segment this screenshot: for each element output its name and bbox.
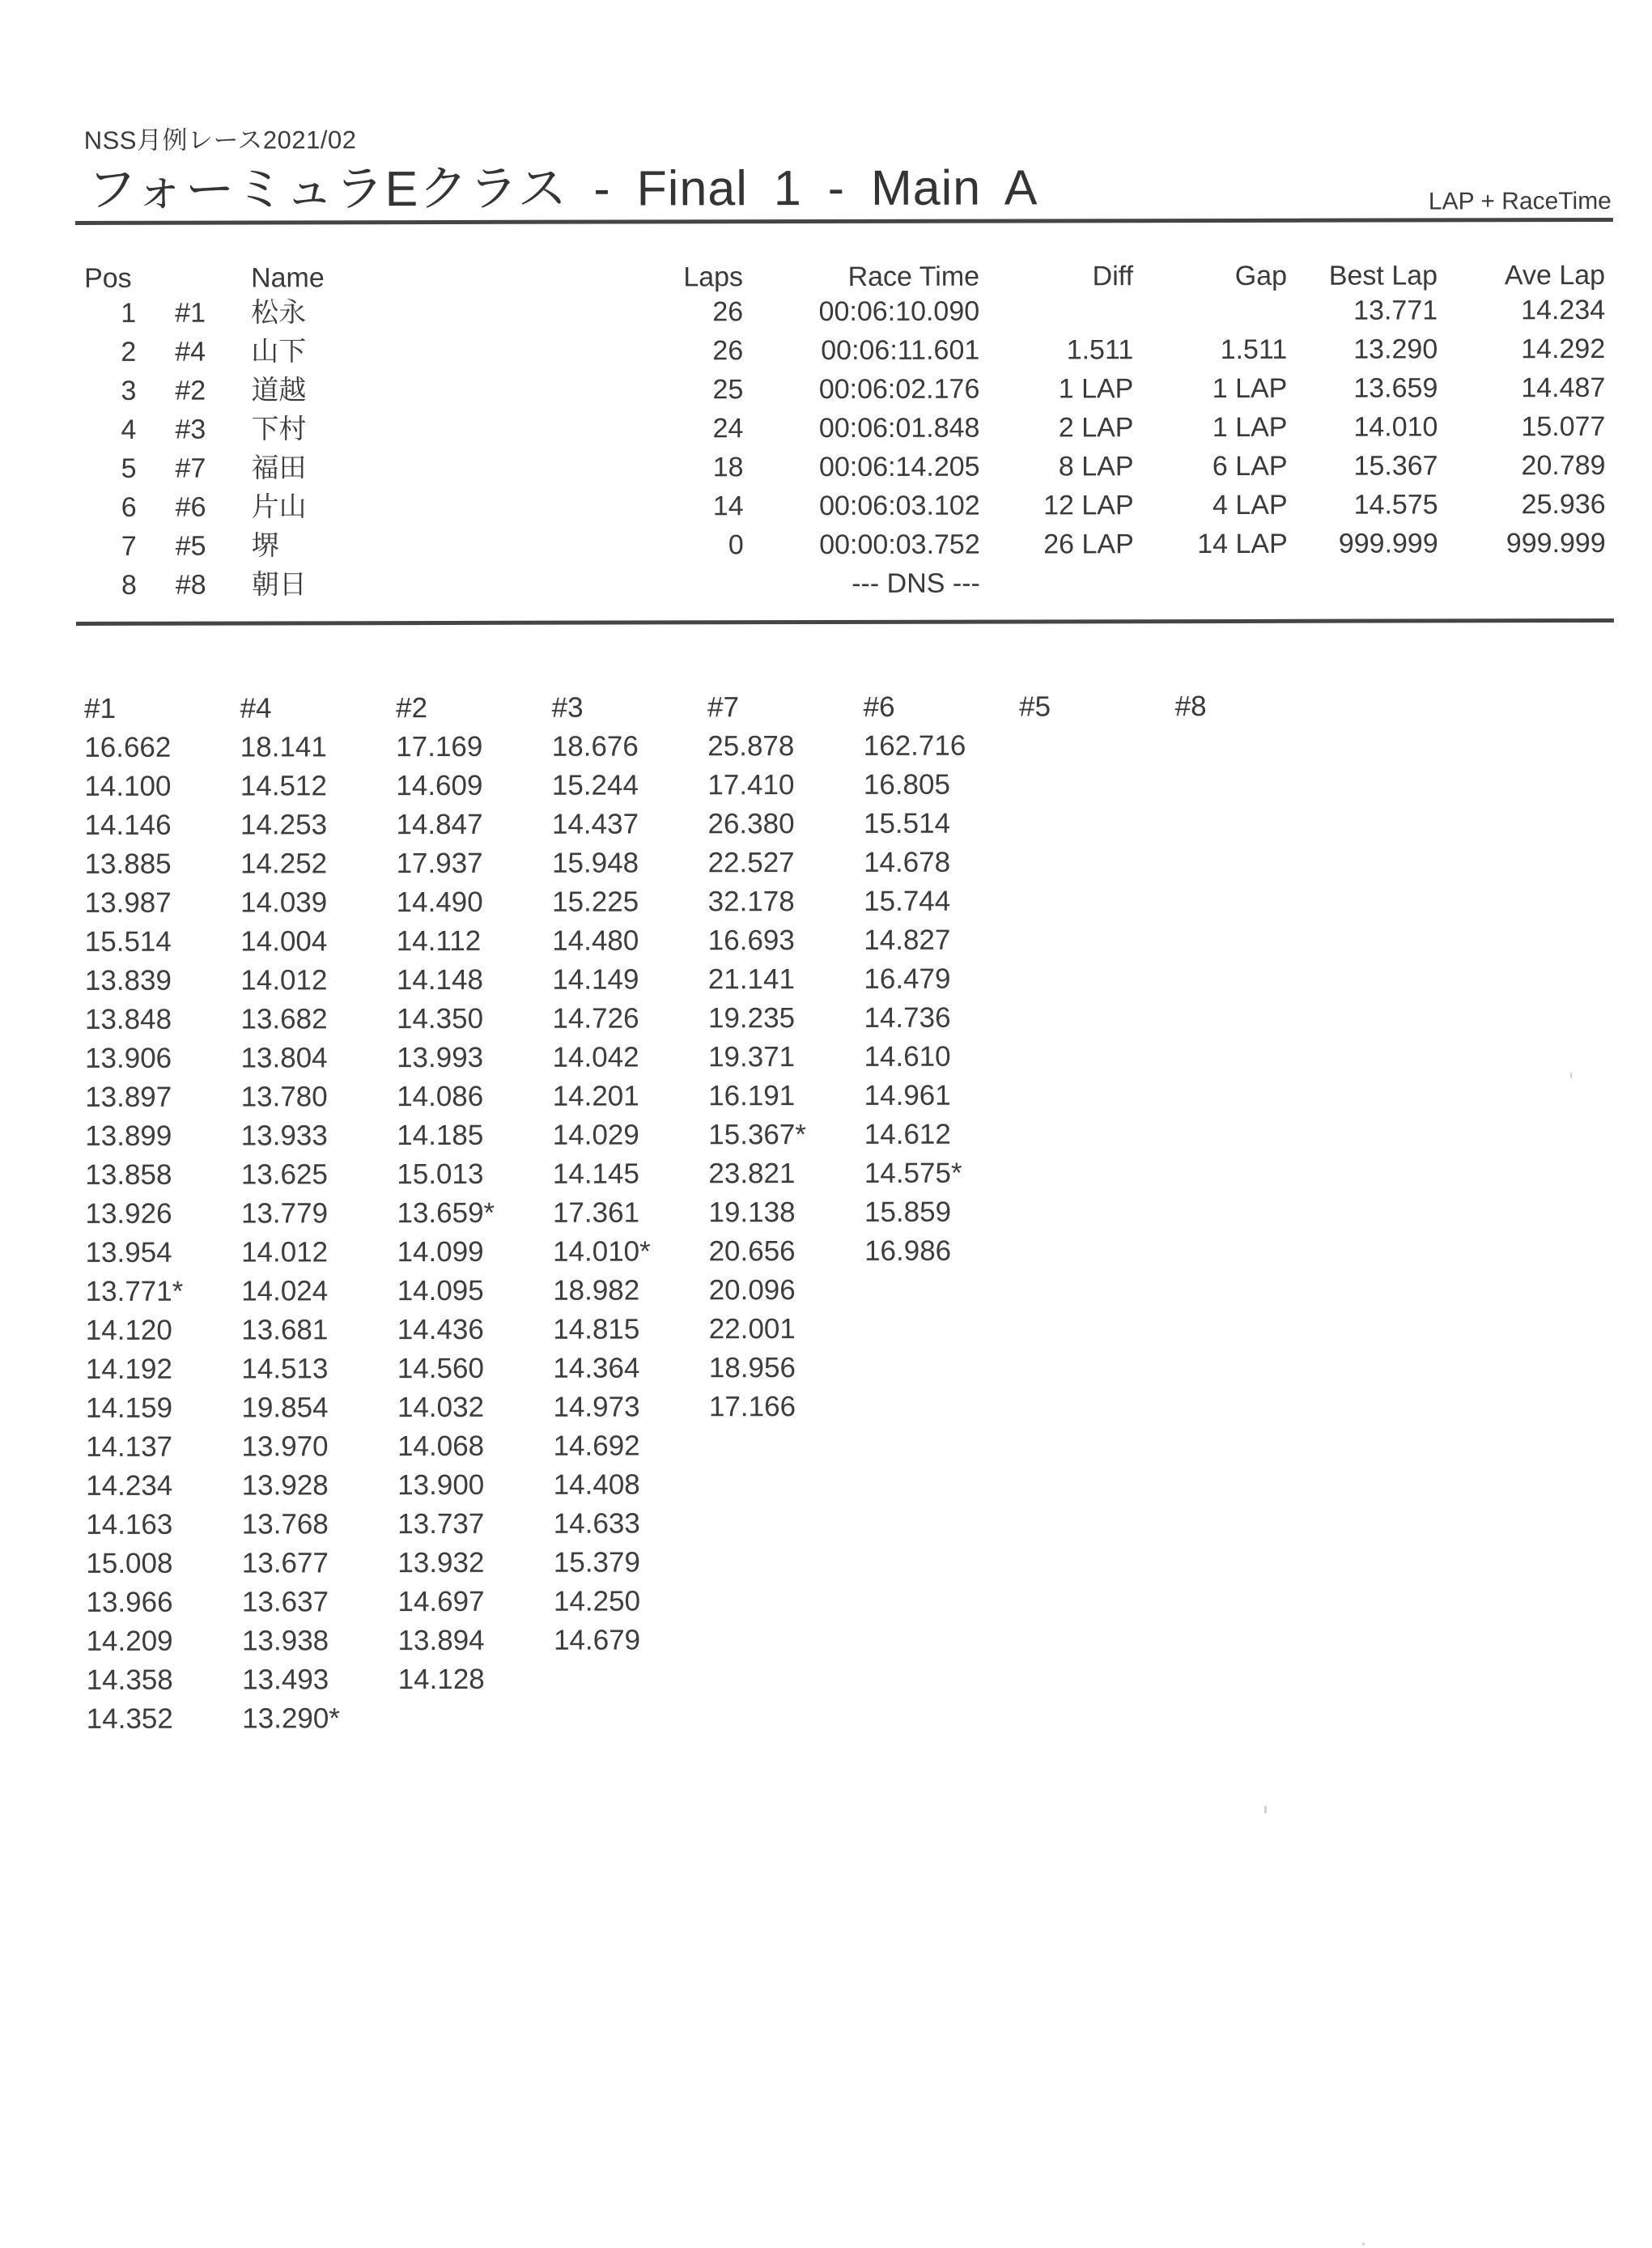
lap-time-cell: 14.112 [397, 922, 547, 961]
lap-time-cell: 16.191 [708, 1077, 859, 1116]
lap-time-cell: 13.987 [85, 884, 236, 923]
cell-laps: 18 [638, 448, 743, 487]
cell-diff: 8 LAP [1002, 447, 1133, 486]
cell-pos: 4 [79, 410, 136, 449]
lap-time-cell: 14.973 [553, 1387, 703, 1426]
lap-time-cell: 162.716 [864, 727, 1014, 766]
lap-time-cell: 17.169 [396, 728, 546, 767]
cell-name: 片山 [252, 487, 527, 527]
lap-time-cell: 14.408 [554, 1465, 704, 1504]
lap-time-cell: 13.768 [242, 1505, 393, 1544]
cell-best-lap: 15.367 [1292, 446, 1438, 485]
lap-time-cell: 13.839 [85, 962, 236, 1001]
lap-time-cell: 13.681 [241, 1311, 392, 1349]
cell-diff: 1.511 [1002, 330, 1133, 369]
results-row [0, 446, 1651, 488]
header-diff: Diff [1002, 257, 1133, 295]
cell-ave-lap: 14.292 [1455, 329, 1605, 368]
lap-time-cell: 19.235 [708, 999, 859, 1038]
lap-time-cell: 14.961 [864, 1077, 1015, 1116]
lap-time-cell: 19.371 [708, 1038, 859, 1077]
lap-time-cell: 32.178 [708, 882, 859, 921]
cell-gap: 1.511 [1156, 330, 1287, 369]
lap-time-cell: 14.436 [397, 1311, 548, 1349]
cell-diff: 1 LAP [1002, 369, 1133, 408]
cell-name: 松永 [251, 293, 526, 333]
cell-ave-lap: 20.789 [1455, 446, 1605, 485]
lap-column [240, 689, 393, 1738]
lap-time-cell: 13.858 [85, 1156, 236, 1195]
cell-pos: 8 [80, 566, 137, 605]
lap-time-cell: 14.185 [397, 1116, 547, 1155]
results-row [0, 563, 1651, 605]
lap-column [552, 688, 705, 1659]
lap-time-cell: 14.252 [240, 844, 391, 883]
lap-column [396, 689, 549, 1699]
lap-time-cell: 18.982 [553, 1271, 703, 1310]
lap-time-cell: 14.679 [554, 1621, 704, 1659]
lap-time-cell: 14.192 [86, 1350, 236, 1389]
lap-time-cell: 14.159 [86, 1389, 236, 1428]
lap-time-cell: 16.986 [864, 1232, 1015, 1271]
lap-time-cell: 14.560 [397, 1349, 548, 1388]
lap-time-cell: 14.086 [397, 1077, 547, 1116]
lap-time-cell: 14.358 [87, 1661, 237, 1700]
lap-time-cell: 14.726 [552, 999, 703, 1038]
lap-time-cell: 20.656 [709, 1232, 860, 1271]
cell-gap: 6 LAP [1156, 447, 1287, 486]
header-laps: Laps [638, 257, 743, 296]
lap-time-cell: 13.737 [397, 1505, 548, 1544]
lap-time-cell: 13.970 [242, 1427, 393, 1466]
lap-time-cell: 14.120 [86, 1311, 236, 1350]
cell-name: 堺 [252, 526, 527, 566]
cell-race-time: 00:06:14.205 [751, 448, 979, 487]
cell-gap: 1 LAP [1156, 408, 1287, 447]
cell-gap: 1 LAP [1156, 369, 1287, 408]
lap-time-cell: 13.933 [241, 1116, 392, 1155]
cell-pos: 6 [80, 488, 137, 527]
lap-time-cell: 14.437 [552, 805, 703, 844]
cell-race-time: --- DNS --- [752, 564, 980, 604]
lap-time-cell: 15.514 [85, 923, 236, 962]
lap-time-cell: 22.527 [708, 844, 859, 882]
lap-table [0, 0, 1650, 2]
lap-time-cell: 13.780 [241, 1077, 392, 1116]
results-table [0, 0, 1650, 2]
lap-time-cell: 14.100 [84, 767, 235, 806]
cell-diff: 2 LAP [1002, 408, 1133, 447]
lap-time-cell: 14.692 [554, 1426, 704, 1465]
cell-pos: 7 [80, 527, 137, 566]
lap-time-cell: 17.937 [397, 844, 547, 883]
lap-time-cell: 15.948 [552, 844, 703, 882]
results-row [0, 485, 1651, 527]
header-name: Name [251, 258, 526, 298]
lap-time-cell: 15.244 [552, 766, 703, 805]
lap-time-cell: 13.928 [242, 1466, 393, 1505]
lap-time-cell: 13.848 [85, 1001, 236, 1039]
lap-time-cell: 14.847 [396, 805, 546, 844]
lap-time-cell: 14.736 [864, 999, 1014, 1038]
results-rows [0, 0, 1650, 2]
lap-time-cell: 23.821 [708, 1154, 859, 1193]
lap-time-cell: 13.779 [241, 1194, 392, 1233]
lap-time-cell: 14.012 [241, 1233, 392, 1272]
cell-race-time: 00:06:03.102 [752, 487, 980, 526]
lap-time-cell: 13.493 [242, 1660, 393, 1699]
lap-time-cell: 13.906 [85, 1039, 236, 1078]
lap-column-header: #2 [396, 689, 546, 728]
results-row [0, 291, 1650, 333]
header-best-lap: Best Lap [1292, 256, 1438, 295]
lap-column-header: #5 [1019, 687, 1170, 726]
lap-time-cell: 13.804 [241, 1039, 392, 1077]
cell-car: #1 [175, 294, 240, 333]
lap-column-header: #6 [864, 688, 1014, 727]
lap-time-cell: 19.138 [708, 1193, 859, 1232]
lap-time-cell: 15.859 [864, 1193, 1015, 1232]
lap-time-cell: 13.625 [241, 1155, 392, 1194]
cell-ave-lap: 25.936 [1456, 485, 1606, 524]
header-pos: Pos [84, 259, 157, 298]
cell-name: 福田 [251, 448, 526, 488]
results-row [0, 524, 1651, 566]
cell-car: #5 [176, 527, 240, 566]
lap-time-cell: 14.364 [553, 1349, 703, 1387]
header-race-time: Race Time [751, 257, 979, 297]
cell-race-time: 00:06:01.848 [751, 409, 979, 448]
cell-best-lap: 13.290 [1292, 329, 1438, 368]
lap-time-cell: 13.932 [397, 1544, 548, 1583]
lap-time-cell: 14.068 [397, 1427, 548, 1466]
results-row [0, 407, 1650, 449]
scan-speck [1570, 1073, 1572, 1078]
lap-time-cell: 13.993 [397, 1039, 547, 1077]
cell-car: #4 [175, 333, 240, 372]
header-ave-lap: Ave Lap [1455, 256, 1605, 295]
lap-time-cell: 16.662 [84, 729, 235, 767]
lap-time-cell: 14.145 [553, 1154, 703, 1193]
cell-pos: 1 [79, 294, 136, 333]
lap-column-header: #8 [1175, 687, 1326, 726]
lap-time-cell: 15.367* [708, 1116, 859, 1154]
cell-race-time: 00:06:02.176 [751, 370, 979, 410]
cell-race-time: 00:06:10.090 [751, 292, 979, 332]
cell-best-lap: 13.771 [1292, 291, 1438, 329]
cell-best-lap: 14.575 [1293, 485, 1438, 524]
cell-ave-lap: 14.487 [1455, 368, 1605, 407]
lap-column [1175, 687, 1326, 726]
lap-time-cell: 14.039 [240, 883, 391, 922]
cell-car: #2 [175, 372, 240, 410]
lap-column [84, 690, 237, 1739]
lap-time-cell: 14.350 [397, 1000, 547, 1039]
lap-time-cell: 14.480 [552, 921, 703, 960]
lap-time-cell: 13.897 [85, 1078, 236, 1117]
lap-time-cell: 22.001 [709, 1310, 860, 1349]
cell-diff: 12 LAP [1003, 486, 1134, 525]
lap-time-cell: 13.682 [240, 1000, 391, 1039]
cell-laps: 26 [638, 292, 743, 331]
lap-time-cell: 14.148 [397, 961, 547, 1000]
lap-time-cell: 25.878 [707, 727, 858, 766]
lap-time-cell: 18.956 [709, 1349, 860, 1387]
lap-column-header: #3 [552, 688, 703, 727]
cell-laps: 26 [638, 331, 743, 370]
lap-time-cell: 14.137 [86, 1428, 236, 1467]
results-row [0, 368, 1650, 410]
cell-gap: 4 LAP [1157, 486, 1288, 525]
event-name: NSS月例レース2021/02 [84, 119, 357, 156]
lap-time-cell: 13.885 [85, 845, 236, 884]
lap-time-cell: 14.099 [397, 1233, 548, 1272]
lap-time-cell: 13.938 [242, 1621, 393, 1660]
results-divider [76, 618, 1614, 626]
cell-car: #6 [176, 488, 240, 527]
lap-time-cell: 18.676 [552, 727, 703, 766]
lap-time-cell: 15.514 [864, 805, 1014, 844]
cell-ave-lap: 15.077 [1455, 407, 1605, 446]
lap-time-cell: 15.225 [552, 882, 703, 921]
cell-name: 山下 [251, 332, 526, 372]
lap-time-cell: 13.677 [242, 1544, 393, 1583]
cell-best-lap: 999.999 [1293, 524, 1438, 563]
lap-time-cell: 13.637 [242, 1583, 393, 1621]
cell-name: 下村 [251, 410, 526, 449]
lap-time-cell: 13.926 [85, 1195, 236, 1234]
lap-time-cell: 16.479 [864, 960, 1014, 999]
lap-time-cell: 15.008 [86, 1545, 236, 1583]
lap-time-cell: 14.024 [241, 1272, 392, 1311]
timing-mode-label: LAP + RaceTime [1132, 188, 1612, 216]
lap-column-header: #7 [707, 688, 858, 727]
scan-speck [1264, 1806, 1267, 1813]
lap-time-cell: 13.966 [86, 1583, 236, 1622]
lap-time-cell: 19.854 [241, 1388, 392, 1427]
lap-time-cell: 15.744 [864, 882, 1014, 921]
lap-time-cell: 15.013 [397, 1155, 547, 1194]
lap-time-cell: 13.771* [86, 1273, 236, 1311]
lap-time-cell: 14.490 [397, 883, 547, 922]
cell-pos: 3 [79, 372, 136, 410]
lap-time-cell: 13.659* [397, 1194, 547, 1233]
lap-time-cell: 26.380 [707, 805, 858, 844]
cell-laps: 24 [638, 409, 743, 448]
lap-time-cell: 14.575* [864, 1154, 1015, 1193]
cell-best-lap: 14.010 [1292, 407, 1438, 446]
lap-time-cell: 14.633 [554, 1504, 704, 1543]
lap-time-cell: 16.693 [708, 921, 859, 960]
cell-pos: 5 [79, 449, 136, 488]
lap-column [1019, 687, 1170, 726]
lap-time-cell: 17.166 [709, 1387, 860, 1426]
header-gap: Gap [1156, 257, 1287, 295]
lap-column-header: #1 [84, 690, 235, 729]
lap-time-cell: 14.209 [87, 1622, 237, 1661]
lap-time-cell: 14.610 [864, 1038, 1015, 1077]
lap-time-cell: 14.032 [397, 1388, 548, 1427]
cell-race-time: 00:06:11.601 [751, 331, 979, 371]
lap-time-cell: 13.894 [398, 1621, 549, 1660]
cell-race-time: 00:00:03.752 [752, 525, 980, 565]
lap-time-cell: 14.253 [240, 805, 391, 844]
lap-time-cell: 14.352 [87, 1700, 237, 1739]
lap-time-cell: 14.250 [554, 1582, 704, 1621]
lap-time-cell: 15.379 [554, 1543, 704, 1582]
lap-time-cell: 14.042 [553, 1038, 703, 1077]
lap-time-cell: 14.004 [240, 922, 391, 961]
lap-time-cell: 13.954 [86, 1234, 236, 1273]
lap-time-cell: 14.513 [241, 1349, 392, 1388]
cell-diff: 26 LAP [1003, 525, 1134, 563]
scan-speck [1362, 2243, 1365, 2246]
page-title: フォーミュラEクラス - Final 1 - Main A [87, 148, 1038, 220]
lap-time-cell: 14.697 [397, 1583, 548, 1621]
lap-time-cell: 14.234 [86, 1467, 236, 1506]
lap-time-cell: 14.095 [397, 1272, 548, 1311]
cell-name: 道越 [251, 371, 526, 410]
cell-ave-lap: 999.999 [1456, 524, 1606, 563]
lap-time-cell: 13.290* [242, 1699, 393, 1738]
lap-time-cell: 14.612 [864, 1116, 1015, 1154]
lap-column [707, 688, 860, 1426]
cell-laps: 14 [639, 487, 744, 525]
lap-time-cell: 17.361 [553, 1193, 703, 1232]
lap-time-cell: 14.128 [398, 1660, 549, 1699]
results-row [0, 329, 1650, 372]
lap-time-cell: 21.141 [708, 960, 859, 999]
cell-pos: 2 [79, 333, 136, 372]
cell-laps: 0 [639, 525, 744, 564]
lap-time-cell: 17.410 [707, 766, 858, 805]
lap-time-cell: 13.900 [397, 1466, 548, 1505]
lap-column [864, 688, 1016, 1271]
cell-car: #8 [176, 566, 240, 605]
lap-time-cell: 18.141 [240, 728, 391, 767]
lap-time-cell: 14.201 [553, 1077, 703, 1116]
lap-time-cell: 20.096 [709, 1271, 860, 1310]
cell-laps: 25 [638, 370, 743, 409]
cell-name: 朝日 [252, 565, 527, 605]
lap-time-cell: 14.827 [864, 921, 1014, 960]
lap-time-cell: 14.029 [553, 1116, 703, 1154]
cell-car: #3 [175, 410, 240, 449]
lap-time-cell: 14.609 [396, 767, 546, 805]
cell-gap: 14 LAP [1157, 525, 1288, 563]
lap-time-cell: 14.149 [552, 960, 703, 999]
lap-time-cell: 14.010* [553, 1232, 703, 1271]
lap-time-cell: 14.815 [553, 1310, 703, 1349]
lap-time-cell: 13.899 [85, 1117, 236, 1156]
lap-time-cell: 14.163 [86, 1506, 236, 1545]
lap-column-header: #4 [240, 689, 391, 728]
cell-ave-lap: 14.234 [1455, 291, 1605, 329]
lap-time-cell: 14.012 [240, 961, 391, 1000]
lap-time-cell: 16.805 [864, 766, 1014, 805]
lap-time-cell: 14.146 [84, 806, 235, 845]
lap-time-cell: 14.678 [864, 844, 1014, 882]
cell-best-lap: 13.659 [1292, 368, 1438, 407]
lap-time-cell: 14.512 [240, 767, 391, 805]
cell-car: #7 [175, 449, 240, 488]
